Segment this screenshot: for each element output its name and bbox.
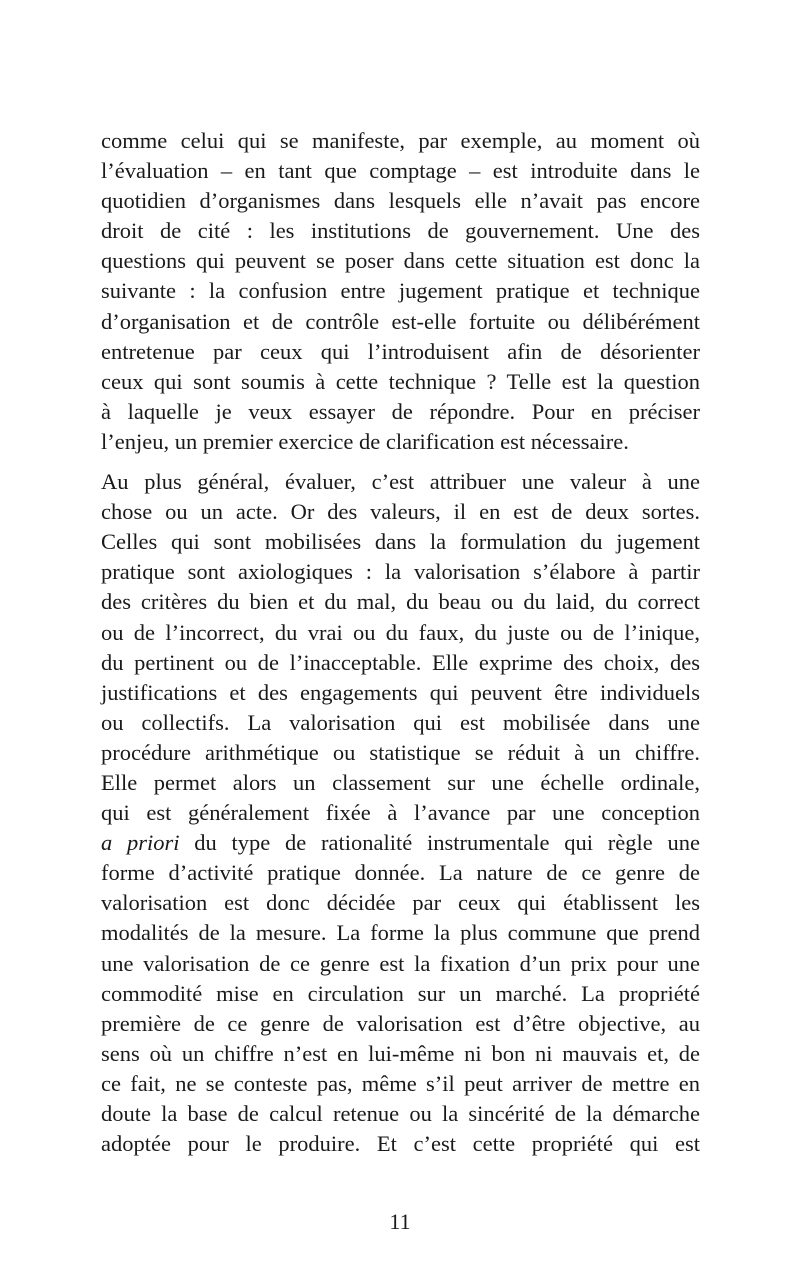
text-line: qui est généralement fixée à l’avance par une conception (101, 800, 700, 826)
text-line: adoptée pour le produire. Et c’est cette propriété qui est (101, 1131, 700, 1157)
text-line: chose ou un acte. Or des valeurs, il en est de deux sortes. (101, 499, 700, 525)
text-line: suivante : la confusion entre jugement pratique et technique (101, 278, 700, 304)
text-line-rest: du type de rationalité instrumentale qui règle une (179, 830, 700, 856)
text-line: à laquelle je veux essayer de répondre. Pour en préciser (101, 398, 700, 424)
text-line: droit de cité : les institutions de gouvernement. Une des (101, 218, 700, 244)
text-line: l’enjeu, un premier exercice de clarification est nécessaire. (101, 428, 629, 454)
text-line: Elle permet alors un classement sur une échelle ordinale, (101, 769, 700, 795)
text-line: l’évaluation – en tant que comptage – est introduite dans le (101, 158, 700, 184)
text-line: première de ce genre de valorisation est d’être objective, au (101, 1010, 700, 1036)
text-line-with-italic (101, 828, 700, 858)
text-line: Au plus général, évaluer, c’est attribuer une valeur à une (101, 469, 700, 495)
text-line: commodité mise en circulation sur un marché. La propriété (101, 980, 700, 1006)
text-line: quotidien d’organismes dans lesquels elle n’avait pas encore (101, 188, 700, 214)
text-line: entretenue par ceux qui l’introduisent afin de désorienter (101, 338, 700, 364)
text-line: ou collectifs. La valorisation qui est mobilisée dans une (101, 709, 700, 735)
italic-phrase: a priori (101, 830, 180, 856)
text-line: sens où un chiffre n’est en lui-même ni bon ni mauvais et, de (101, 1040, 700, 1066)
paragraph-1 (101, 126, 700, 457)
text-line: du pertinent ou de l’inacceptable. Elle exprime des choix, des (101, 649, 700, 675)
text-line: modalités de la mesure. La forme la plus commune que prend (101, 920, 700, 946)
text-line: Celles qui sont mobilisées dans la formulation du jugement (101, 529, 700, 555)
text-line: une valorisation de ce genre est la fixation d’un prix pour une (101, 950, 700, 976)
text-line: comme celui qui se manifeste, par exemple, au moment où (101, 128, 700, 153)
page-body (101, 126, 700, 1159)
text-line: procédure arithmétique ou statistique se réduit à un chiffre. (101, 739, 700, 765)
text-line: forme d’activité pratique donnée. La nature de ce genre de (101, 860, 700, 886)
text-line: ou de l’incorrect, du vrai ou du faux, du juste ou de l’inique, (101, 619, 700, 645)
text-line: pratique sont axiologiques : la valorisation s’élabore à partir (101, 559, 700, 585)
text-line: ce fait, ne se conteste pas, même s’il peut arriver de mettre en (101, 1070, 700, 1096)
page-number: 11 (389, 1209, 411, 1234)
text-line: doute la base de calcul retenue ou la sincérité de la démarche (101, 1101, 700, 1126)
text-line: justifications et des engagements qui peuvent être individuels (101, 679, 700, 705)
text-line: ceux qui sont soumis à cette technique ? Telle est la question (101, 368, 700, 394)
text-line: questions qui peuvent se poser dans cette situation est donc la (101, 248, 700, 274)
text-line: d’organisation et de contrôle est-elle fortuite ou délibérément (101, 308, 700, 334)
text-line: valorisation est donc décidée par ceux qui établissent les (101, 890, 700, 916)
paragraph-2 (101, 467, 700, 1159)
text-line: des critères du bien et du mal, du beau ou du laid, du correct (101, 589, 700, 615)
